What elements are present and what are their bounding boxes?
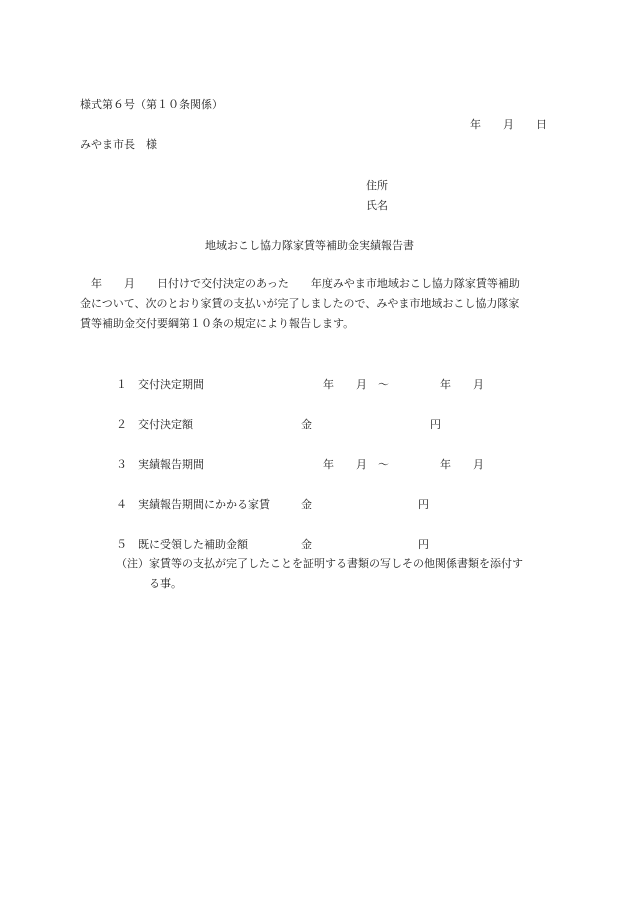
body-line: 金について、次のとおり家賃の支払いが完了しましたので、みやま市地域おこし協力隊家 [80, 297, 520, 310]
item-label: 既に受領した補助金額 [138, 538, 248, 551]
note-line: る事。 [149, 577, 182, 590]
item-number: ３ [116, 458, 127, 471]
item-label: 実績報告期間 [138, 458, 204, 471]
item-number: １ [116, 378, 127, 391]
period-to: 年 月 [440, 458, 484, 471]
item-number: ２ [116, 418, 127, 431]
amount-prefix: 金 [301, 498, 312, 511]
period-to: 年 月 [440, 378, 484, 391]
address-label: 住所 [366, 179, 388, 192]
amount-suffix: 円 [418, 498, 429, 511]
addressee: みやま市長 様 [80, 138, 157, 151]
note-line: （注）家賃等の支払が完了したことを証明する書類の写しその他関係書類を添付す [116, 557, 523, 570]
item-label: 交付決定期間 [138, 378, 204, 391]
item-number: ５ [116, 538, 127, 551]
item-number: ４ [116, 498, 127, 511]
item-label: 交付決定額 [138, 418, 193, 431]
name-label: 氏名 [366, 199, 388, 212]
form-number: 様式第６号（第１０条関係） [80, 98, 223, 111]
item-label: 実績報告期間にかかる家賃 [138, 498, 270, 511]
date-line: 年 月 日 [470, 118, 547, 131]
body-line: 賃等補助金交付要綱第１０条の規定により報告します。 [80, 317, 355, 330]
amount-suffix: 円 [430, 418, 441, 431]
body-paragraph [80, 274, 555, 334]
period-from: 年 月 〜 [323, 378, 389, 391]
document-title: 地域おこし協力隊家賃等補助金実績報告書 [205, 239, 414, 252]
body-line: 年 月 日付けで交付決定のあった 年度みやま市地域おこし協力隊家賃等補助 [80, 277, 520, 290]
period-from: 年 月 〜 [323, 458, 389, 471]
amount-prefix: 金 [301, 538, 312, 551]
amount-suffix: 円 [418, 538, 429, 551]
amount-prefix: 金 [301, 418, 312, 431]
